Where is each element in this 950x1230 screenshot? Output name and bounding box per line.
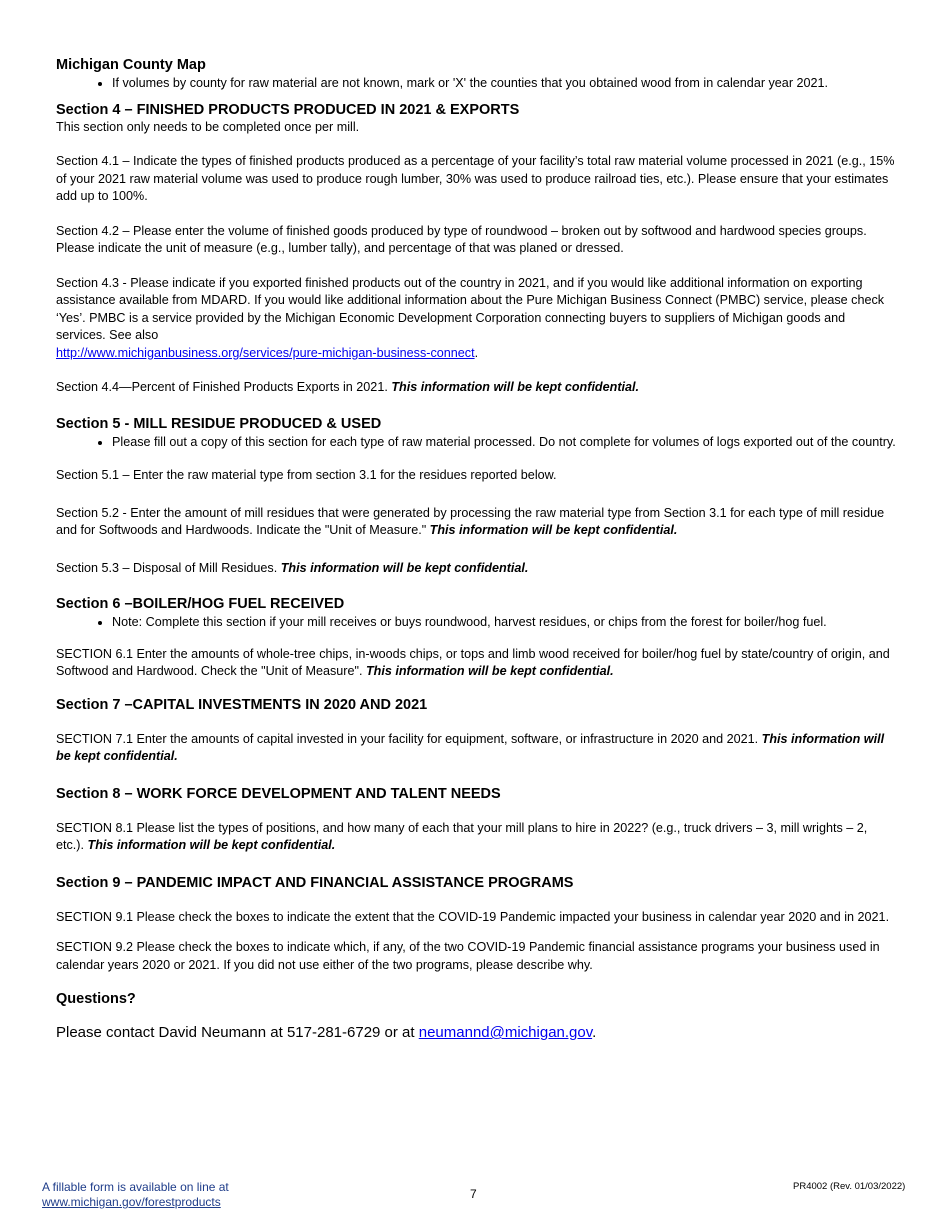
document-page [56, 56, 896, 1043]
contact-body: Please contact David Neumann at 517-281-6729 or at [56, 1024, 419, 1041]
section-9-1-text: SECTION 9.1 Please check the boxes to indicate the extent that the COVID-19 Pandemic impacted your business in calendar year 2020 and in 2021. [56, 909, 890, 924]
form-revision: PR4002 (Rev. 01/03/2022) [793, 1181, 906, 1192]
section-6-1-text [56, 646, 896, 681]
section-4-4-body: Section 4.4—Percent of Finished Products Exports in 2021. [56, 380, 392, 394]
footer-fillable-text: A fillable form is available on line at [42, 1180, 229, 1194]
forest-products-link[interactable]: www.michigan.gov/forestproducts [42, 1195, 221, 1209]
section-5-1-text: Section 5.1 – Enter the raw material type from section 3.1 for the residues reported below. [56, 468, 557, 482]
confidential-note: This information will be kept confidential. [365, 664, 614, 678]
section-6-1-body: SECTION 6.1 Enter the amounts of whole-tree chips, in-woods chips, or tops and limb wood received for boiler/hog fuel by state/country of origin, and Softwood and Hardwood. Check the "Unit of Measure". [56, 646, 890, 678]
county-map-bullet: • If volumes by county for raw material are not known, mark or 'X' the counties that you obtained wood from in calendar year 2021. [112, 75, 896, 92]
pmbc-link[interactable]: http://www.michiganbusiness.org/services/pure-michigan-business-connect [56, 345, 475, 360]
page-number: 7 [470, 1187, 477, 1201]
footer-fillable-note [42, 1180, 229, 1210]
section-4-1-text: Section 4.1 – Indicate the types of finished products produced as a percentage of your facility’s total raw material volume processed in 2021 (e.g., 15% of your 2021 raw material volume was used to produce rough lumber, 30% was used to produce railroad ties, etc.). Please ensure that your estimates add up to 100%. [56, 154, 895, 203]
section-5-bullets [56, 434, 896, 451]
section-4-3-text: Section 4.3 - Please indicate if you exported finished products out of the country in 2021, and if you would like additional information on exporting assistance available from MDARD. If you would like additional information about the Pure Michigan Business Connect (PMBC) service, please check ‘Yes’. PMBC is a service provided by the Michigan Economic Development Corporation connecting buyers to suppliers of Michigan goods and services. See also http://www.michiganbusiness.org/services/pure-michigan-business-connect. [56, 275, 885, 360]
section-9-heading: Section 9 – PANDEMIC IMPACT AND FINANCIAL ASSISTANCE PROGRAMS [56, 874, 574, 891]
section-4-intro: This section only needs to be completed once per mill. [56, 119, 360, 134]
confidential-note: This information will be kept confidential. [56, 731, 885, 763]
section-9-2-text: SECTION 9.2 Please check the boxes to indicate which, if any, of the two COVID-19 Pandemic financial assistance programs your business used in calendar years 2020 or 2021. If you did not use either of the two programs, please describe why. [56, 940, 880, 972]
section-7-heading: Section 7 –CAPITAL INVESTMENTS IN 2020 AND 2021 [56, 696, 428, 713]
county-map-heading: Michigan County Map [56, 57, 206, 73]
section-4-2-text: Section 4.2 – Please enter the volume of finished goods produced by type of roundwood – broken out by softwood and hardwood species groups. Please indicate the unit of measure (e.g., lumber tally), and percentage of that was planed or dressed. [56, 223, 867, 255]
section-8-1-body: SECTION 8.1 Please list the types of positions, and how many of each that your mill plans to hire in 2022? (e.g., truck drivers – 3, mill wrights – 2, etc.). [56, 820, 868, 852]
section-5-3-text [56, 560, 896, 578]
section-6-bullets [56, 614, 896, 631]
confidential-note: This information will be kept confidential. [280, 560, 529, 575]
section-6-heading: Section 6 –BOILER/HOG FUEL RECEIVED [56, 596, 345, 612]
contact-text: Please contact David Neumann at 517-281-6729 or at neumannd@michigan.gov. [56, 1024, 597, 1041]
section-4-heading: Section 4 – FINISHED PRODUCTS PRODUCED IN 2021 & EXPORTS [56, 101, 520, 118]
section-7-1-text [56, 731, 896, 766]
questions-heading: Questions? [56, 991, 136, 1007]
contact-email-link[interactable]: neumannd@michigan.gov [418, 1024, 593, 1041]
confidential-note: This information will be kept confidential. [391, 380, 640, 394]
section-5-bullet: • Please fill out a copy of this section for each type of raw material processed. Do not complete for volumes of logs exported out of the country. [112, 434, 896, 451]
section-8-heading: Section 8 – WORK FORCE DEVELOPMENT AND TALENT NEEDS [56, 785, 501, 802]
county-map-bullets [56, 75, 896, 92]
section-7-1-body: SECTION 7.1 Enter the amounts of capital invested in your facility for equipment, software, or infrastructure in 2020 and 2021. [56, 731, 762, 746]
section-5-2-text [56, 505, 896, 540]
confidential-note: This information will be kept confidential. [429, 523, 678, 537]
section-4-3-body: Section 4.3 - Please indicate if you exported finished products out of the country in 2021, and if you would like additional information on exporting assistance available from MDARD. If you would like additional information about the Pure Michigan Business Connect (PMBC) service, please check ‘Yes’. PMBC is a service provided by the Michigan Economic Development Corporation connecting buyers to suppliers of Michigan goods and services. See also [56, 275, 885, 342]
section-4-4-text [56, 379, 896, 397]
section-5-2-body: Section 5.2 - Enter the amount of mill residues that were generated by processing the raw material type from Section 3.1 for each type of mill residue and for Softwoods and Hardwoods. Indicate the "Unit of Measure." [56, 505, 885, 537]
section-8-1-text [56, 820, 896, 855]
section-6-bullet: • Note: Complete this section if your mill receives or buys roundwood, harvest residues, or chips from the forest for boiler/hog fuel. [112, 614, 896, 631]
section-5-3-body: Section 5.3 – Disposal of Mill Residues. [56, 560, 281, 575]
confidential-note: This information will be kept confidential. [87, 838, 336, 852]
section-5-heading: Section 5 - MILL RESIDUE PRODUCED & USED [56, 415, 382, 432]
